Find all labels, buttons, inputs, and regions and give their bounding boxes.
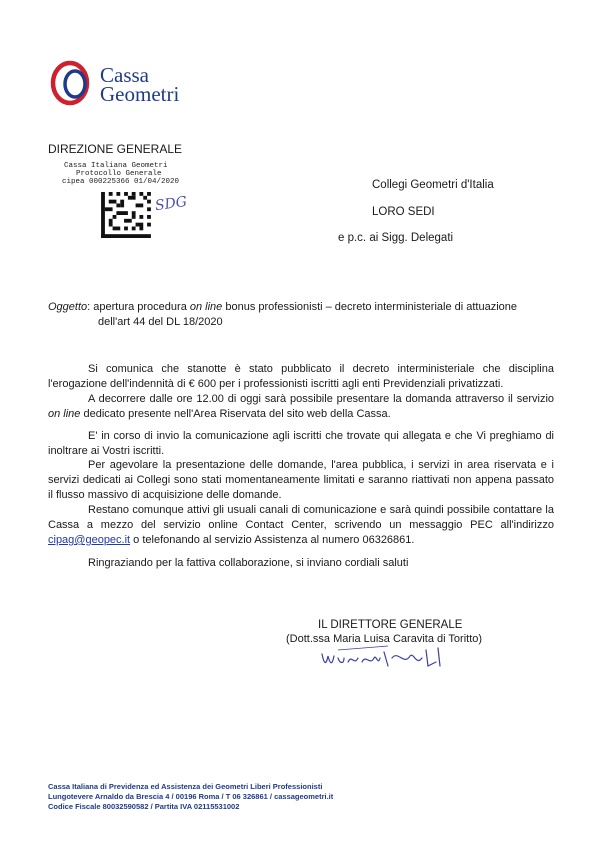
protocol-line-3: cipea 000225366 01/04/2020 — [62, 178, 180, 186]
recipient-line-3: e p.c. ai Sigg. Delegati — [338, 232, 454, 244]
protocol-line-1: Cassa Italiana Geometri — [64, 162, 168, 170]
subject-line-2: dell'art 44 del DL 18/2020 — [98, 316, 223, 328]
department-heading: DIREZIONE GENERALE — [48, 142, 183, 156]
paragraph-1: Si comunica che stanotte è stato pubblicato il decreto interministeriale che disciplina l'erogazione dell'indennità di € 600 per i professionisti iscritti agli enti Previdenziali privatizzati. — [48, 363, 554, 390]
paragraph-6: Ringraziando per la fattiva collaborazione, si inviano cordiali saluti — [88, 557, 409, 569]
protocol-line-2: Protocollo Generale — [76, 170, 162, 178]
recipient-line-1: Collegi Geometri d'Italia — [372, 179, 494, 191]
logo — [48, 58, 218, 108]
protocol-stamp — [62, 162, 179, 186]
paragraph-5: Restano comunque attivi gli usuali canali di comunicazione e sarà quindi possibile contattare la Cassa a mezzo del servizio online Contact Center, scrivendo un messaggio PEC all'indirizzo cipag@geopec.it o telefonando al servizio Assistenza al numero 06326861. — [48, 504, 554, 546]
pec-email-link[interactable]: cipag@geopec.it — [48, 534, 131, 546]
logo-mark-icon — [48, 58, 98, 108]
footer-line-1: Cassa Italiana di Previdenza ed Assistenza dei Geometri Liberi Professionisti — [48, 782, 323, 791]
handwritten-signature — [318, 644, 458, 672]
footer-line-2: Lungotevere Arnaldo da Brescia 4 / 00196 Roma / T 06 326861 / cassageometri.it — [48, 792, 334, 801]
signature-title: IL DIRETTORE GENERALE — [318, 619, 463, 631]
footer — [48, 782, 333, 812]
recipient-line-2: LORO SEDI — [372, 206, 435, 218]
subject-label: Oggetto — [48, 301, 88, 313]
paragraph-3: E' in corso di invio la comunicazione agli iscritti che trovate qui allegata e che Vi preghiamo di inoltrare ai Vostri iscritti. — [48, 430, 554, 457]
logo-line-1: Cassa — [100, 63, 149, 87]
datamatrix-code — [100, 192, 152, 238]
paragraph-4: Per agevolare la presentazione delle domande, l'area pubblica, i servizi in area riservata e i servizi dedicati ai Collegi sono stati momentaneamente limitati e saranno riattivati non appena passato il flusso massivo di acquisizione delle domande. — [48, 459, 554, 501]
handwritten-initials: SDG — [154, 193, 188, 215]
subject: Oggetto: apertura procedura on line bonus professionisti – decreto interministeriale di attuazione dell'art 44 del DL 18/2020 — [48, 300, 554, 330]
logo-line-2: Geometri — [100, 82, 180, 106]
footer-line-3: Codice Fiscale 80032590582 / Partita IVA 02115531002 — [48, 802, 240, 811]
signature-name: (Dott.ssa Maria Luisa Caravita di Toritto) — [286, 633, 483, 645]
paragraph-2: A decorrere dalle ore 12.00 di oggi sarà possibile presentare la domanda attraverso il servizio on line dedicato presente nell'Area Riservata del sito web della Cassa. — [48, 393, 554, 420]
